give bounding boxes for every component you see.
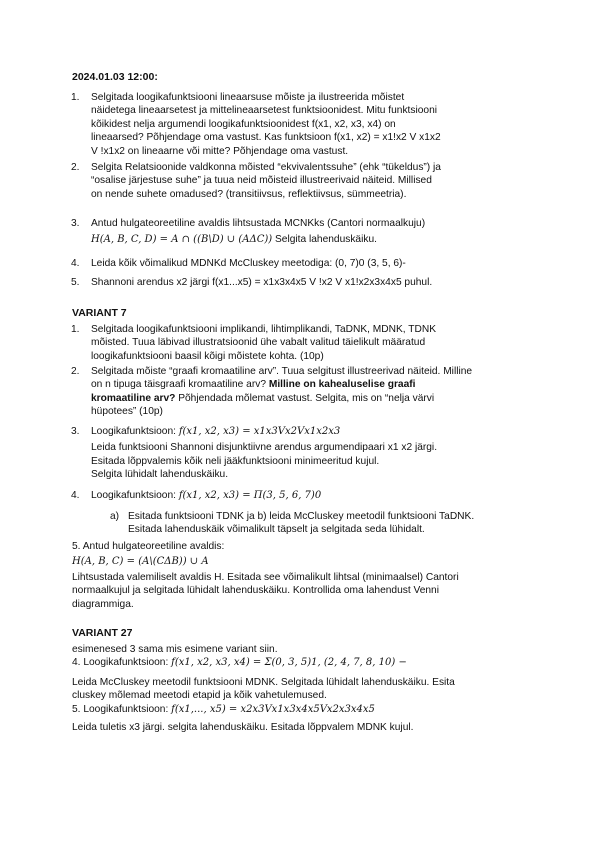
text-line: mõisted. Tuua läbivad illustratsioonid ühe vabalt valitud täielikult määratud — [91, 337, 426, 349]
text-line: Lihtsustada valemiliselt avaldis H. Esitada see võimalikult lihtsal (minimaalsel) Cantori — [72, 571, 459, 583]
text-inline: Loogikafunktsioon: — [91, 426, 176, 437]
text-line — [91, 392, 531, 405]
list-item-2 — [71, 161, 531, 201]
text-inline: Loogikafunktsioon: — [91, 490, 176, 501]
text-line: esimenesed 3 sama mis esimene variant siin. — [72, 644, 278, 655]
text-line: “osalise järjestuse suhe” ja tuua neid mõisteid illustreerivaid näiteid. Millised — [91, 175, 432, 187]
logic-formula: f(x1, x2, x3) = Π(3, 5, 6, 7)0 — [178, 490, 322, 501]
text-line: Selgitada loogikafunktsiooni implikandi, lihtimplikandi, TaDNK, MDNK, TDNK — [91, 324, 437, 335]
list-item-5 — [71, 276, 531, 289]
text-line — [91, 489, 531, 502]
text-line: Leida tuletis x3 järgi. selgita lahenduskäiku. Esitada lõppvalem MDNK kujul. — [72, 722, 414, 734]
text-line: Esitada funktsiooni TDNK ja b) leida McCluskey meetodil funktsiooni TaDNK. — [128, 511, 475, 522]
text-line — [72, 656, 532, 669]
list-item-1 — [71, 91, 531, 158]
text-inline: Selgita lahenduskäiku. — [275, 234, 377, 246]
list-number: 2. — [71, 162, 80, 173]
text-line: Esitada lõppvalemis kõik neli jääkfunktsiooni minimeeritud kujul. — [91, 455, 380, 467]
text-line: V !x1x2 on lineaarne või mitte? Põhjendage oma vastust. — [91, 145, 349, 157]
text-inline: 4. Loogikafunktsioon: — [72, 657, 169, 669]
text-line: Leida McCluskey meetodil funktsiooni MDNK. Selgitada lühidalt lahenduskäiku. Esita — [72, 676, 455, 688]
list-number: 2. — [71, 366, 80, 377]
variant7-item-4 — [71, 489, 531, 502]
text-inline: on n tipuga täisgraafi kromaatiline arv? — [91, 379, 266, 391]
list-number: 3. — [71, 218, 80, 229]
text-line: on nende suhete omadused? (transitiivsus, reflektiivsus, sümmeetria). — [91, 188, 407, 200]
variant27-body — [72, 643, 532, 734]
logic-formula: f(x1,..., x5) = x2x3Vx1x3x4x5Vx2x3x4x5 — [171, 703, 375, 715]
formula-line — [91, 233, 531, 246]
variant7-item-5 — [72, 540, 532, 611]
variant7-subitem-a — [110, 510, 538, 537]
text-inline: Põhjendada mõlemat vastust. Selgita, mis on “nelja värvi — [178, 392, 435, 404]
text-line: Esitada lahenduskäik võimalikult täpselt ja selgitada seda lühidalt. — [128, 524, 425, 536]
text-line — [91, 378, 531, 391]
text-line: normaalkujul ja selgitada lühidalt lahenduskäiku. Kontrollida oma lahendust Venni — [72, 585, 439, 597]
text-line: 5. Antud hulgateoreetiline avaldis: — [72, 541, 225, 552]
list-number: 5. — [71, 277, 80, 288]
text-line: Leida kõik võimalikud MDNKd McCluskey meetodiga: (0, 7)0 (3, 5, 6)- — [91, 258, 406, 269]
logic-formula: f(x1, x2, x3) = x1x3Vx2Vx1x2x3 — [178, 426, 341, 437]
list-item-3 — [71, 217, 531, 247]
variant7-item-1 — [71, 323, 531, 363]
text-line — [91, 425, 531, 438]
variant-27-heading: VARIANT 27 — [72, 627, 133, 639]
section-heading-date: 2024.01.03 12:00: — [72, 71, 158, 83]
text-line: Shannoni arendus x2 järgi f(x1...x5) = x1x3x4x5 V !x2 V x1!x2x3x4x5 puhul. — [91, 277, 433, 288]
text-line: kõikidest nelja argumendi loogikafunktsioonidest f(x1, x2, x3, x4) on — [91, 118, 396, 130]
list-number: 4. — [71, 258, 80, 269]
list-number: 1. — [71, 92, 80, 103]
list-number: 1. — [71, 324, 80, 335]
variant-7-heading: VARIANT 7 — [72, 307, 127, 319]
bold-text: Milline on kahealuselise graafi — [268, 379, 416, 391]
text-inline: 5. Loogikafunktsioon: — [72, 703, 169, 715]
variant7-item-3 — [71, 425, 531, 482]
list-number: 4. — [71, 490, 80, 501]
logic-formula: f(x1, x2, x3, x4) = Σ(0, 3, 5)1, (2, 4, 7, 8, 10) − — [171, 657, 407, 669]
text-line: lineaarsed? Põhjendage oma vastust. Kas funktsioon f(x1, x2) = x1!x2 V x1x2 — [91, 132, 441, 144]
text-line: Selgitada loogikafunktsiooni lineaarsuse mõiste ja ilustreerida mõistet — [91, 92, 405, 103]
list-number: 3. — [71, 426, 80, 437]
text-line: hüpotees” (10p) — [91, 406, 163, 418]
list-letter: a) — [110, 511, 120, 522]
text-line: Selgita lühidalt lahenduskäiku. — [91, 469, 229, 481]
text-line — [72, 703, 532, 716]
text-line: loogikafunktsiooni baasil kõigi mõistete kohta. (10p) — [91, 350, 324, 362]
text-line: diagrammiga. — [72, 598, 134, 610]
text-line: Antud hulgateoreetiline avaldis lihtsustada MCNKks (Cantori normaalkuju) — [91, 218, 426, 229]
text-line: Selgita Relatsioonide valdkonna mõisted “ekvivalentssuhe” (ehk “tükeldus”) ja — [91, 162, 441, 173]
text-line: cluskey mõlemad meetodi etapid ja kõik vahetulemused. — [72, 690, 327, 702]
variant7-item-2 — [71, 365, 531, 419]
set-formula: H(A, B, C, D) = A ∩ ((B\D) ∪ (AΔC)) — [91, 234, 273, 246]
list-item-4 — [71, 257, 531, 270]
text-line: Selgitada mõiste “graafi kromaatiline arv”. Tuua selgitust illustreerivad näiteid. Milline — [91, 366, 473, 377]
set-formula: H(A, B, C) = (A\(CΔB)) ∪ A — [72, 556, 209, 568]
text-line: näidetega lineaarsetest ja mittelineaarsetest funktsioonidest. Mitu funktsiooni — [91, 105, 438, 117]
bold-text: kromaatiline arv? — [91, 392, 176, 404]
text-line: Leida funktsiooni Shannoni disjunktiivne arendus argumendipaari x1 x2 järgi. — [91, 442, 438, 454]
